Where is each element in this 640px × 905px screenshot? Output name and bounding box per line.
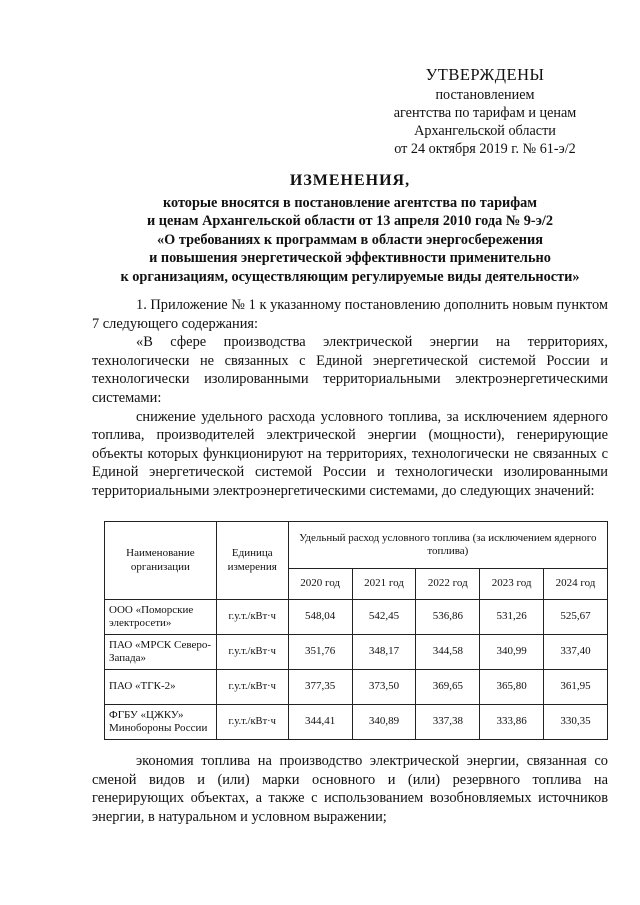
cell-org: ПАО «МРСК Северо-Запада» bbox=[105, 635, 217, 670]
cell-value: 542,45 bbox=[352, 600, 416, 635]
cell-value: 351,76 bbox=[288, 635, 352, 670]
cell-unit: г.у.т./кВт·ч bbox=[216, 670, 288, 705]
cell-org: ПАО «ТГК-2» bbox=[105, 670, 217, 705]
paragraph-2: «В сфере производства электрической энергии на территориях, технологически не связанных с Единой энергетической системой России и технологически изолированными территориальными электроэнергетическими системами: bbox=[92, 334, 608, 406]
cell-value: 337,40 bbox=[544, 635, 608, 670]
approval-line: агентства по тарифам и ценам bbox=[393, 105, 577, 121]
header-year: 2021 год bbox=[352, 569, 416, 600]
header-year: 2022 год bbox=[416, 569, 480, 600]
header-year: 2020 год bbox=[288, 569, 352, 600]
title-line: «О требованиях к программам в области энергосбережения bbox=[157, 231, 543, 248]
after-table-text bbox=[92, 752, 608, 826]
cell-value: 337,38 bbox=[416, 705, 480, 740]
title-line: и повышения энергетической эффективности применительно bbox=[149, 250, 551, 266]
cell-value: 377,35 bbox=[288, 670, 352, 705]
table-row bbox=[105, 705, 608, 740]
header-org: Наименование организации bbox=[105, 522, 217, 600]
cell-value: 525,67 bbox=[544, 600, 608, 635]
cell-value: 548,04 bbox=[288, 600, 352, 635]
cell-value: 340,99 bbox=[480, 635, 544, 670]
header-unit: Единица измерения bbox=[216, 522, 288, 600]
table-row bbox=[105, 635, 608, 670]
header-group: Удельный расход условного топлива (за исключением ядерного топлива) bbox=[288, 522, 607, 569]
cell-org: ФГБУ «ЦЖКУ» Минобороны России bbox=[105, 705, 217, 740]
cell-value: 536,86 bbox=[416, 600, 480, 635]
header-year: 2023 год bbox=[480, 569, 544, 600]
fuel-consumption-table bbox=[104, 521, 608, 740]
approval-heading: УТВЕРЖДЕНЫ bbox=[425, 65, 545, 84]
cell-value: 531,26 bbox=[480, 600, 544, 635]
approval-line: от 24 октября 2019 г. № 61-э/2 bbox=[394, 141, 576, 157]
cell-value: 333,86 bbox=[480, 705, 544, 740]
approval-stamp-block bbox=[360, 66, 610, 158]
title-line: и ценам Архангельской области от 13 апреля 2010 года № 9-э/2 bbox=[147, 213, 553, 229]
table-header-row bbox=[105, 522, 608, 569]
approval-line: Архангельской области bbox=[414, 123, 556, 139]
document-title-block bbox=[92, 172, 608, 286]
paragraph-1: 1. Приложение № 1 к указанному постановлению дополнить новым пунктом 7 следующего содержания: bbox=[92, 297, 608, 332]
table-row bbox=[105, 600, 608, 635]
title-line: которые вносятся в постановление агентства по тарифам bbox=[162, 194, 538, 211]
table-row bbox=[105, 670, 608, 705]
approval-line: постановлением bbox=[435, 87, 535, 103]
body-text bbox=[92, 296, 608, 501]
cell-value: 361,95 bbox=[544, 670, 608, 705]
paragraph-3: снижение удельного расхода условного топлива, за исключением ядерного топлива, производителей электрической энергии (мощности), генерирующие объекты которых функционируют на территориях, технологически не связанных с Единой энергетической системой России и технологически изолированными территориальными электроэнергетическими системами, до следующих значений: bbox=[92, 408, 608, 499]
paragraph-4: экономия топлива на производство электрической энергии, связанная со сменой видов и (или) марки основного и (или) резервного топлива на генерирующих объектах, а также с использованием возобновляемых источников энергии, в натуральном и условном выражении; bbox=[92, 753, 608, 825]
document-title: ИЗМЕНЕНИЯ, bbox=[289, 172, 411, 189]
cell-value: 369,65 bbox=[416, 670, 480, 705]
cell-unit: г.у.т./кВт·ч bbox=[216, 635, 288, 670]
cell-org: ООО «Поморские электросети» bbox=[105, 600, 217, 635]
header-year: 2024 год bbox=[544, 569, 608, 600]
cell-value: 330,35 bbox=[544, 705, 608, 740]
cell-unit: г.у.т./кВт·ч bbox=[216, 600, 288, 635]
cell-value: 365,80 bbox=[480, 670, 544, 705]
cell-value: 344,41 bbox=[288, 705, 352, 740]
cell-value: 373,50 bbox=[352, 670, 416, 705]
cell-value: 344,58 bbox=[416, 635, 480, 670]
cell-value: 348,17 bbox=[352, 635, 416, 670]
title-line: к организациям, осуществляющим регулируемые виды деятельности» bbox=[120, 268, 580, 285]
cell-unit: г.у.т./кВт·ч bbox=[216, 705, 288, 740]
cell-value: 340,89 bbox=[352, 705, 416, 740]
